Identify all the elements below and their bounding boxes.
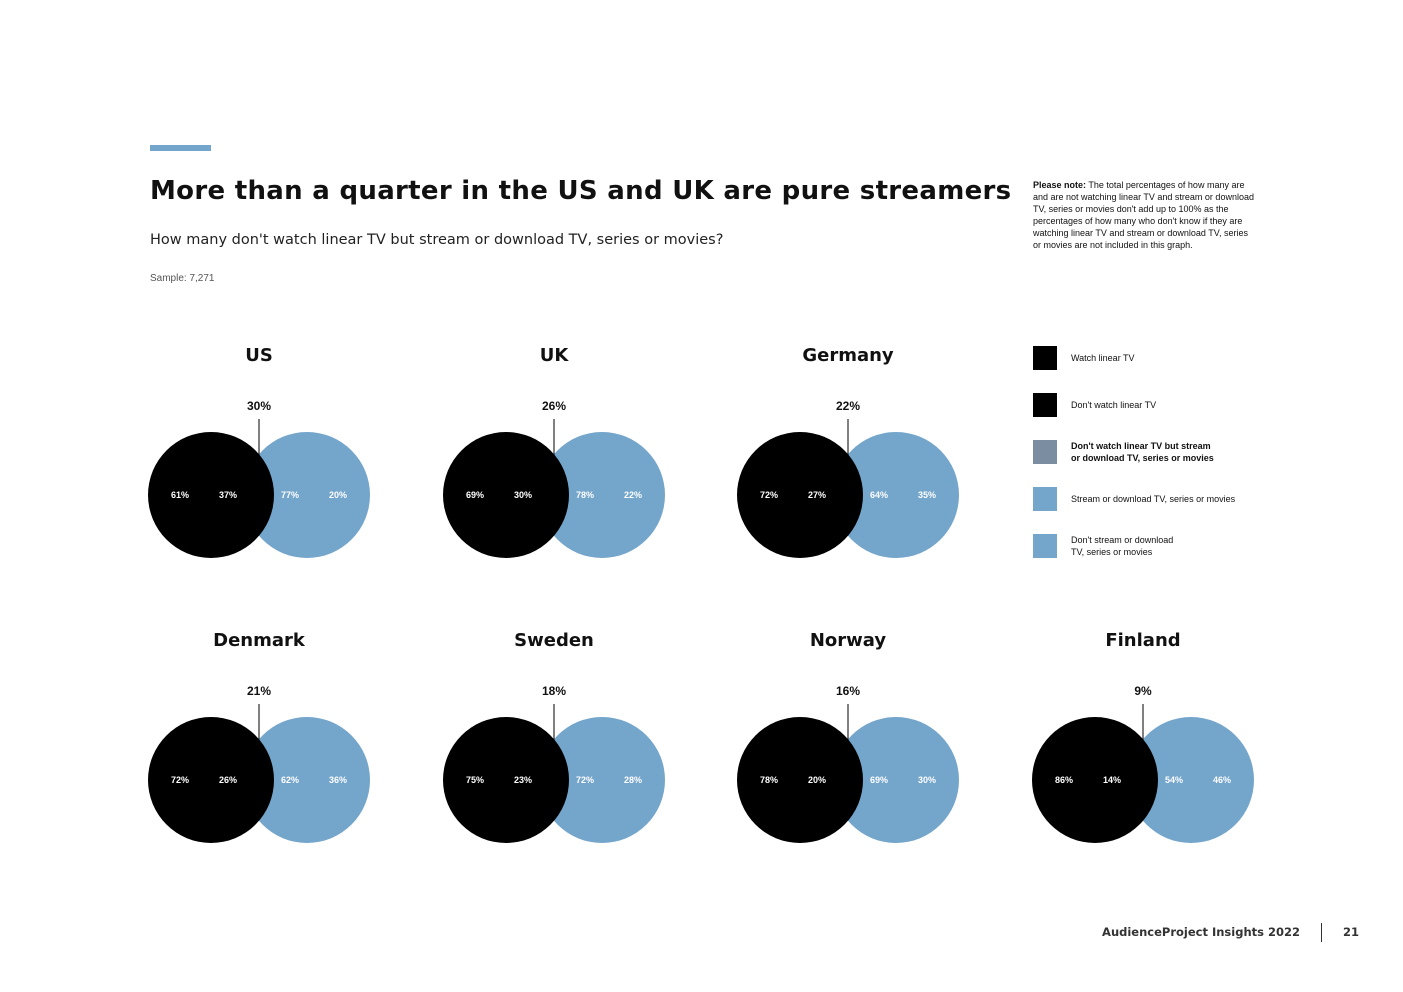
watch-linear-value: 78% <box>759 775 779 785</box>
overlap-value: 22% <box>835 399 861 413</box>
dont-watch-linear-value: 20% <box>807 775 827 785</box>
overlap-value: 30% <box>246 399 272 413</box>
dont-watch-linear-value: 26% <box>218 775 238 785</box>
watch-linear-value: 72% <box>759 490 779 500</box>
country-title: UK <box>539 345 569 366</box>
stream-value: 77% <box>280 490 300 500</box>
dont-watch-linear-value: 30% <box>513 490 533 500</box>
dont-stream-value: 35% <box>917 490 937 500</box>
linear-tv-circle <box>737 432 863 558</box>
linear-tv-circle <box>148 717 274 843</box>
country-title: Denmark <box>213 630 305 651</box>
overlap-value: 26% <box>541 399 567 413</box>
dont-stream-value: 30% <box>917 775 937 785</box>
stream-value: 64% <box>869 490 889 500</box>
dont-watch-linear-value: 37% <box>218 490 238 500</box>
overlap-value: 16% <box>835 684 861 698</box>
watch-linear-value: 61% <box>170 490 190 500</box>
watch-linear-value: 72% <box>170 775 190 785</box>
linear-tv-circle <box>443 717 569 843</box>
page-title: More than a quarter in the US and UK are pure streamers <box>150 176 1012 206</box>
footer-divider <box>1321 923 1322 942</box>
dont-watch-linear-value: 23% <box>513 775 533 785</box>
please-note-label: Please note: <box>1033 180 1087 190</box>
stream-value: 69% <box>869 775 889 785</box>
dont-stream-value: 22% <box>623 490 643 500</box>
overlap-value: 18% <box>541 684 567 698</box>
dont-watch-linear-value: 27% <box>807 490 827 500</box>
stream-value: 62% <box>280 775 300 785</box>
watch-linear-value: 75% <box>465 775 485 785</box>
country-title: Finland <box>1105 630 1181 651</box>
country-title: Sweden <box>514 630 594 651</box>
watch-linear-value: 69% <box>465 490 485 500</box>
dont-stream-value: 28% <box>623 775 643 785</box>
dont-watch-linear-value: 14% <box>1102 775 1122 785</box>
stream-value: 72% <box>575 775 595 785</box>
watch-linear-value: 86% <box>1054 775 1074 785</box>
dont-stream-value: 20% <box>328 490 348 500</box>
legend-label: Don't stream or download TV, series or movies <box>1071 535 1174 557</box>
overlap-value: 21% <box>246 684 272 698</box>
linear-tv-circle <box>443 432 569 558</box>
country-title: US <box>245 345 273 366</box>
dont-stream-value: 46% <box>1212 775 1232 785</box>
dont-stream-value: 36% <box>328 775 348 785</box>
sample-size: Sample: 7,271 <box>150 273 215 284</box>
linear-tv-circle <box>1032 717 1158 843</box>
page-number: 21 <box>1343 925 1360 939</box>
stream-value: 54% <box>1164 775 1184 785</box>
stream-value: 78% <box>575 490 595 500</box>
linear-tv-circle <box>737 717 863 843</box>
country-title: Germany <box>802 345 894 366</box>
page-subtitle: How many don't watch linear TV but stream or download TV, series or movies? <box>150 232 724 248</box>
overlap-value: 9% <box>1134 684 1152 698</box>
legend-label: Watch linear TV <box>1071 353 1135 363</box>
please-note-text: The total percentages of how many are and are not watching linear TV and stream or download TV, series or movies don't add up to 100% as the percentages of how many who don't know if they are watching linear TV and stream or download TV, series or movies are not included in this graph. <box>1033 180 1254 250</box>
publication-name: AudienceProject Insights 2022 <box>1102 925 1300 939</box>
legend-label: Don't watch linear TV <box>1071 400 1157 410</box>
country-title: Norway <box>809 630 887 651</box>
linear-tv-circle <box>148 432 274 558</box>
legend-label: Don't watch linear TV but stream or download TV, series or movies <box>1071 441 1214 463</box>
legend-label: Stream or download TV, series or movies <box>1071 494 1236 504</box>
